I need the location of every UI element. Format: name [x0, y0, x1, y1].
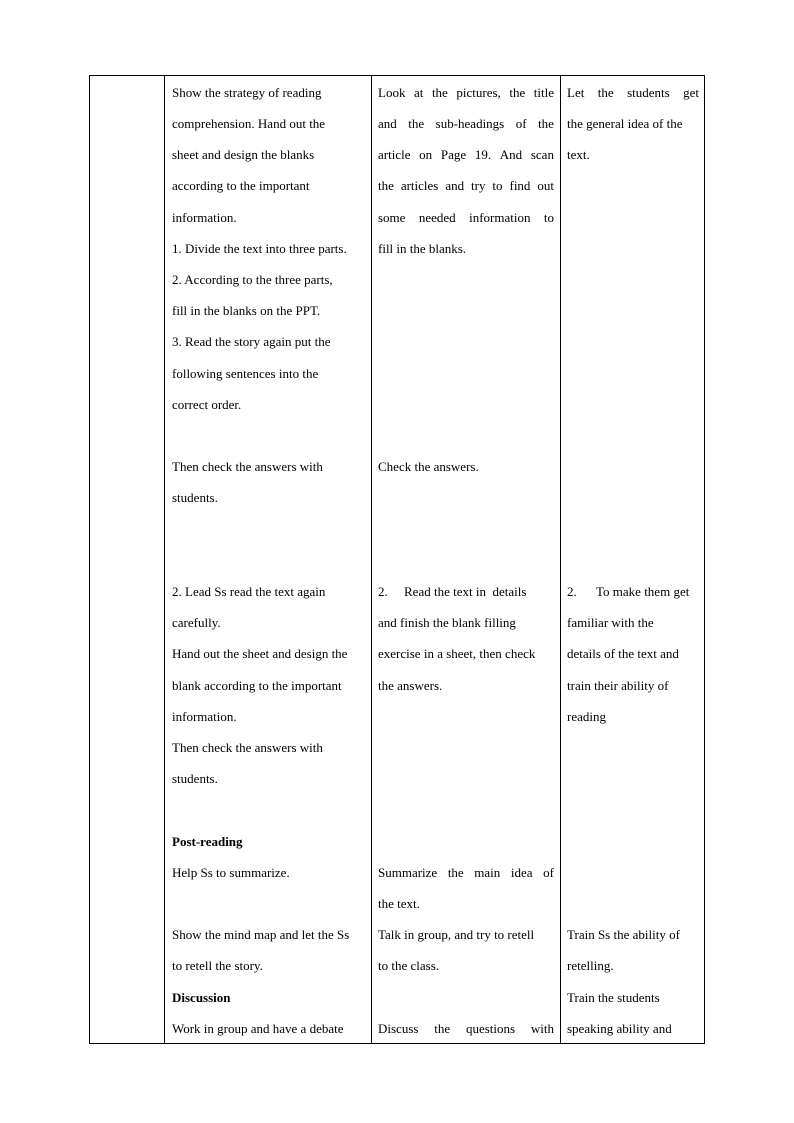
text-line: the general idea of the — [567, 116, 683, 131]
justified-line: Look at the pictures, the title — [378, 85, 554, 100]
stage-column — [90, 76, 165, 1043]
text-line: following sentences into the — [172, 366, 319, 381]
text-line: Hand out the sheet and design the — [172, 646, 348, 661]
justified-line: article on Page 19. And scan — [378, 147, 554, 162]
text-line: 2. Read the text in details — [378, 584, 527, 599]
text-line: the text. — [378, 896, 420, 911]
text-line: information. — [172, 709, 237, 724]
text-line: students. — [172, 490, 218, 505]
text-line: the answers. — [378, 678, 443, 693]
text-line: and finish the blank filling — [378, 615, 516, 630]
text-line: to the class. — [378, 958, 440, 973]
text-line: familiar with the — [567, 615, 654, 630]
text-line: to retell the story. — [172, 958, 263, 973]
text-line: fill in the blanks on the PPT. — [172, 303, 321, 318]
justified-line: the articles and try to find out — [378, 178, 554, 193]
text-line: information. — [172, 210, 237, 225]
text-line: Show the mind map and let the Ss — [172, 927, 350, 942]
text-line: 2. To make them get — [567, 584, 690, 599]
text-line: retelling. — [567, 958, 614, 973]
justified-line: and the sub-headings of the — [378, 116, 554, 131]
section-heading-discussion: Discussion — [172, 990, 231, 1005]
text-line: exercise in a sheet, then check — [378, 646, 536, 661]
section-heading-post-reading: Post-reading — [172, 834, 243, 849]
teacher-activity-column — [165, 76, 372, 1043]
justified-line: some needed information to — [378, 210, 554, 225]
justified-line: Discuss the questions with — [378, 1021, 554, 1036]
lesson-plan-table — [89, 75, 705, 1044]
justified-line: Let the students get — [567, 85, 699, 100]
text-line: details of the text and — [567, 646, 679, 661]
text-line: 2. Lead Ss read the text again — [172, 584, 326, 599]
text-line: Talk in group, and try to retell — [378, 927, 535, 942]
text-line: 1. Divide the text into three parts. — [172, 241, 347, 256]
text-line: comprehension. Hand out the — [172, 116, 326, 131]
text-line: according to the important — [172, 178, 310, 193]
purpose-column — [561, 76, 704, 1043]
student-activity-column — [372, 76, 561, 1043]
text-line: Then check the answers with — [172, 459, 323, 474]
text-line: students. — [172, 771, 218, 786]
text-line: Help Ss to summarize. — [172, 865, 290, 880]
text-line: Work in group and have a debate — [172, 1021, 344, 1036]
text-line: reading — [567, 709, 606, 724]
text-line: Train Ss the ability of — [567, 927, 680, 942]
text-line: train their ability of — [567, 678, 669, 693]
text-line: correct order. — [172, 397, 242, 412]
text-line: Check the answers. — [378, 459, 479, 474]
text-line: Then check the answers with — [172, 740, 323, 755]
text-line: sheet and design the blanks — [172, 147, 315, 162]
text-line: speaking ability and — [567, 1021, 672, 1036]
text-line: blank according to the important — [172, 678, 342, 693]
text-line: 2. According to the three parts, — [172, 272, 333, 287]
text-line: fill in the blanks. — [378, 241, 467, 256]
justified-line: Summarize the main idea of — [378, 865, 554, 880]
text-line: text. — [567, 147, 590, 162]
text-line: Train the students — [567, 990, 660, 1005]
text-line: Show the strategy of reading — [172, 85, 322, 100]
text-line: 3. Read the story again put the — [172, 334, 331, 349]
text-line: carefully. — [172, 615, 221, 630]
